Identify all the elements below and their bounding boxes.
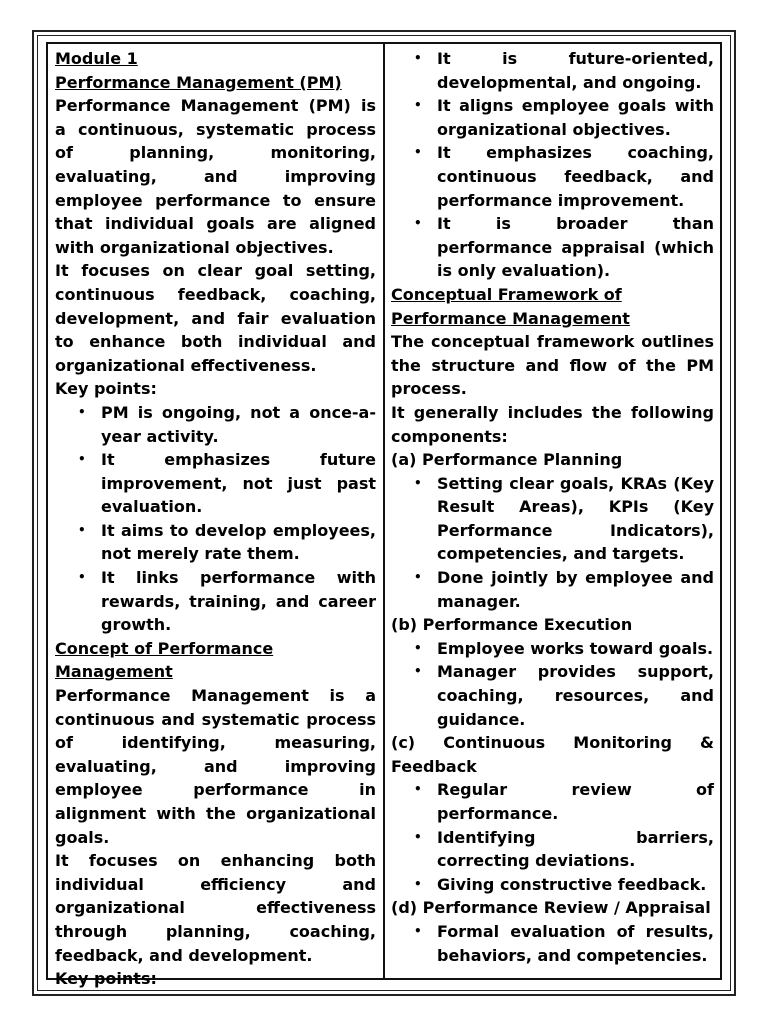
- concept-focus-paragraph: It focuses on enhancing both individual efficiency and organizational effectiveness through planning, coaching, feedback, and development.: [55, 851, 376, 965]
- key-points-label: Key points:: [55, 969, 157, 989]
- concept-definition: Performance Management is a continuous and systematic process of identifying, measuring, evaluating, and improving employee performance in alignment with the organizational goals.: [55, 686, 376, 847]
- pm-definition: Performance Management (PM) is a continuous, systematic process of planning, monitoring, evaluating, and improving employee performance to ensure that individual goals are aligned with organizational objectives.: [55, 96, 376, 257]
- review-list: [391, 920, 714, 967]
- list-item: • It aims to develop employees, not merely rate them.: [78, 520, 376, 564]
- framework-heading: Conceptual Framework of Performance Management: [391, 284, 630, 328]
- list-item: • Manager provides support, coaching, resources, and guidance.: [414, 662, 714, 729]
- monitoring-list: [391, 778, 714, 896]
- planning-label: (a) Performance Planning: [391, 450, 623, 470]
- framework-components-intro: It generally includes the following components:: [391, 402, 714, 446]
- bullet-icon: •: [414, 782, 422, 797]
- bullet-icon: •: [414, 829, 422, 844]
- list-item: • It is future-oriented, developmental, and ongoing.: [414, 49, 714, 92]
- list-item: • It aligns employee goals with organizational objectives.: [414, 96, 714, 139]
- bullet-icon: •: [414, 216, 422, 231]
- framework-intro: The conceptual framework outlines the structure and flow of the PM process.: [391, 332, 714, 399]
- bullet-icon: •: [414, 51, 422, 65]
- bullet-icon: •: [78, 570, 86, 585]
- bullet-icon: •: [414, 923, 422, 938]
- list-item: • Regular review of performance.: [414, 780, 714, 823]
- list-item: • It emphasizes coaching, continuous feedback, and performance improvement.: [414, 143, 714, 210]
- list-item: • Employee works toward goals.: [437, 637, 714, 661]
- pm-focus-paragraph: It focuses on clear goal setting, continuous feedback, coaching, development, and fair evaluation to enhance both individual and organizational effectiveness.: [55, 261, 376, 375]
- key-points-list: [55, 401, 376, 637]
- right-column: [385, 44, 720, 978]
- execution-list: [391, 637, 714, 731]
- module-title: Module 1: [55, 49, 138, 68]
- bullet-icon: •: [414, 570, 422, 585]
- notes-table: [46, 42, 722, 989]
- bullet-icon: •: [78, 452, 86, 467]
- pm-features-list: [391, 47, 714, 283]
- bullet-icon: •: [414, 475, 422, 490]
- left-column: [48, 44, 385, 989]
- bullet-icon: •: [414, 664, 422, 679]
- concept-heading: Concept of Performance Management: [55, 638, 274, 682]
- list-item: • Identifying barriers, correcting deviations.: [414, 827, 714, 871]
- bullet-icon: •: [78, 404, 86, 419]
- bullet-icon: •: [414, 876, 422, 891]
- list-item: • PM is ongoing, not a once-a-year activity.: [78, 402, 376, 446]
- list-item: • It links performance with rewards, training, and career growth.: [78, 568, 376, 635]
- list-item: • Formal evaluation of results, behaviors, and competencies.: [414, 921, 714, 965]
- review-label: (d) Performance Review / Appraisal: [391, 898, 711, 918]
- bullet-icon: •: [414, 640, 422, 655]
- list-item: • It emphasizes future improvement, not just past evaluation.: [78, 450, 376, 517]
- execution-label: (b) Performance Execution: [391, 615, 633, 635]
- key-points-label: Key points:: [55, 379, 157, 399]
- list-item: • Giving constructive feedback.: [437, 873, 714, 897]
- list-item: • It is broader than performance appraisal (which is only evaluation).: [414, 214, 714, 281]
- list-item: • Setting clear goals, KRAs (Key Result Areas), KPIs (Key Performance Indicators), competencies, and targets.: [414, 473, 714, 564]
- monitoring-label: (c) Continuous Monitoring & Feedback: [391, 733, 714, 776]
- bullet-icon: •: [78, 522, 86, 537]
- planning-list: [391, 472, 714, 614]
- list-item: • Done jointly by employee and manager.: [414, 568, 714, 611]
- bullet-icon: •: [414, 145, 422, 160]
- bullet-icon: •: [414, 98, 422, 113]
- pm-heading: Performance Management (PM): [55, 72, 342, 92]
